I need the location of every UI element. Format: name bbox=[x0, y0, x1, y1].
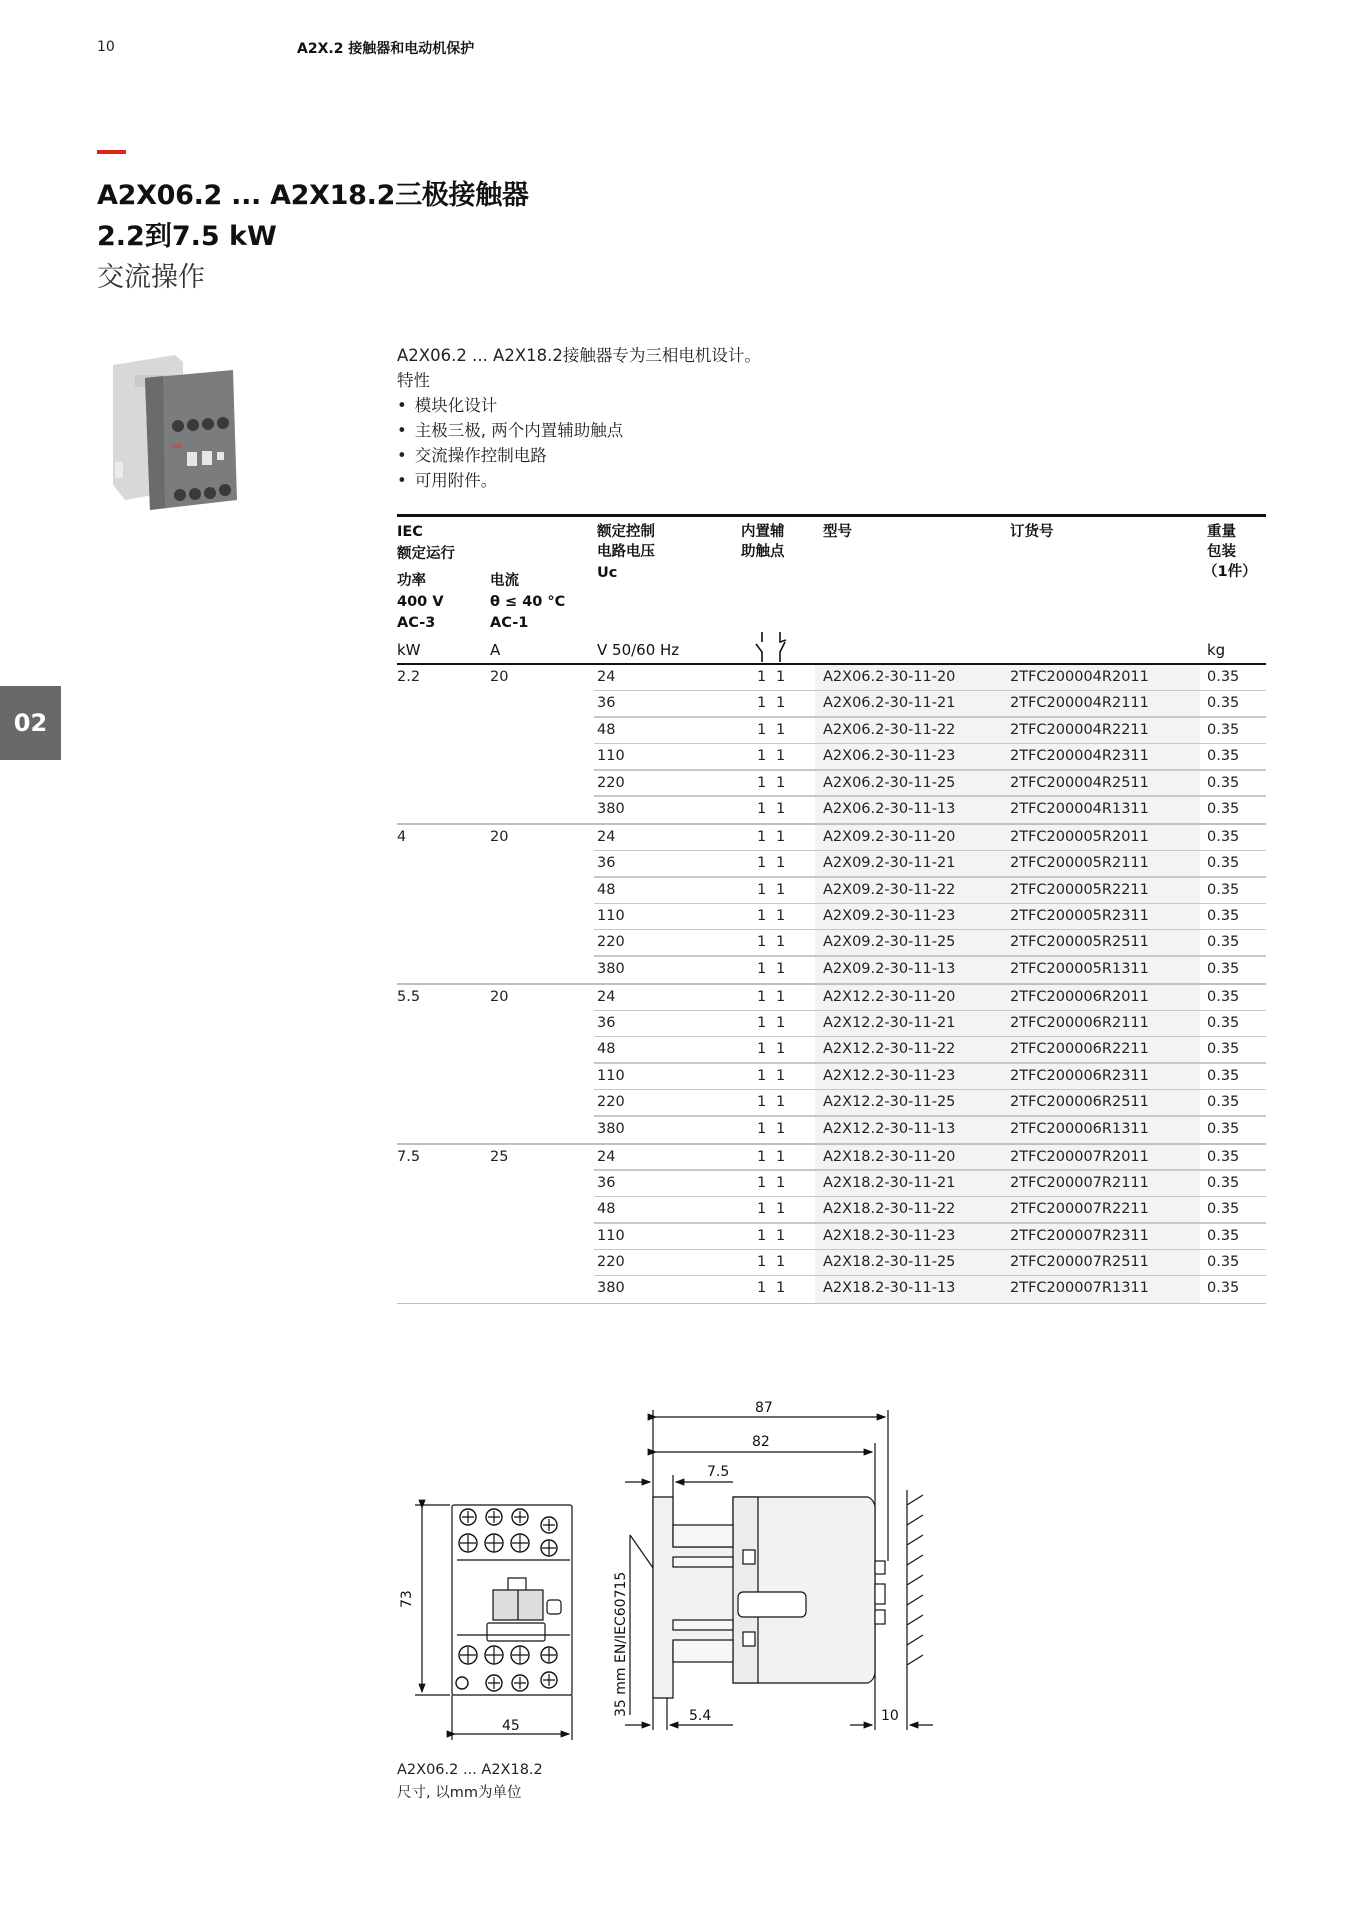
cell-voltage: 48 bbox=[597, 721, 616, 738]
cell-aux-nc: 1 bbox=[776, 1094, 786, 1111]
cell-aux-nc: 1 bbox=[776, 748, 786, 765]
cell-aux-nc: 1 bbox=[776, 1201, 786, 1218]
cell-type: A2X06.2-30-11-23 bbox=[823, 748, 956, 765]
cell-aux-no: 1 bbox=[757, 828, 767, 845]
cell-weight: 0.35 bbox=[1207, 1120, 1240, 1137]
table-row bbox=[397, 1090, 1266, 1116]
cell-weight: 0.35 bbox=[1207, 721, 1240, 738]
front-height-label: 73 bbox=[399, 1590, 415, 1608]
table-row bbox=[397, 1197, 1266, 1223]
cell-order-code: 2TFC200004R2311 bbox=[1010, 748, 1149, 765]
cell-voltage: 380 bbox=[597, 1280, 625, 1297]
cell-aux-no: 1 bbox=[757, 908, 767, 925]
header-aux-2: 助触点 bbox=[741, 544, 785, 560]
cell-order-code: 2TFC200007R2511 bbox=[1010, 1254, 1149, 1271]
cell-type: A2X06.2-30-11-13 bbox=[823, 800, 956, 817]
cell-order-code: 2TFC200007R2111 bbox=[1010, 1174, 1149, 1191]
cell-power: 2.2 bbox=[397, 669, 421, 685]
feature-item: • 模块化设计 bbox=[397, 393, 761, 418]
svg-text:ABB: ABB bbox=[171, 444, 182, 450]
ordering-table bbox=[397, 514, 1266, 1304]
cell-voltage: 220 bbox=[597, 1094, 625, 1111]
page-number: 10 bbox=[97, 39, 115, 55]
header-power-category: AC-3 bbox=[397, 615, 436, 631]
cell-voltage: 36 bbox=[597, 1174, 616, 1191]
cell-aux-no: 1 bbox=[757, 1015, 767, 1032]
cell-weight: 0.35 bbox=[1207, 1015, 1240, 1032]
cell-aux-nc: 1 bbox=[776, 695, 786, 712]
cell-order-code: 2TFC200007R2211 bbox=[1010, 1201, 1149, 1218]
cell-weight: 0.35 bbox=[1207, 1201, 1240, 1218]
caption-models: A2X06.2 ... A2X18.2 bbox=[397, 1762, 543, 1778]
cell-aux-no: 1 bbox=[757, 881, 767, 898]
cell-order-code: 2TFC200005R2511 bbox=[1010, 934, 1149, 951]
body-depth-label: 82 bbox=[752, 1434, 770, 1450]
cell-type: A2X09.2-30-11-22 bbox=[823, 881, 956, 898]
cell-weight: 0.35 bbox=[1207, 1174, 1240, 1191]
caption-units: 尺寸, 以mm为单位 bbox=[397, 1785, 522, 1801]
cell-order-code: 2TFC200005R2211 bbox=[1010, 881, 1149, 898]
cell-order-code: 2TFC200004R1311 bbox=[1010, 800, 1149, 817]
header-current: 电流 bbox=[490, 573, 519, 589]
cell-aux-nc: 1 bbox=[776, 774, 786, 791]
cell-aux-no: 1 bbox=[757, 1120, 767, 1137]
cell-current: 20 bbox=[490, 828, 509, 845]
front-view-drawing bbox=[395, 1490, 585, 1749]
cell-voltage: 36 bbox=[597, 1015, 616, 1032]
cell-voltage: 24 bbox=[597, 1148, 616, 1165]
accent-bar bbox=[97, 150, 126, 154]
feature-item: • 可用附件。 bbox=[397, 468, 761, 493]
cell-weight: 0.35 bbox=[1207, 881, 1240, 898]
cell-type: A2X12.2-30-11-13 bbox=[823, 1120, 956, 1137]
table-row bbox=[397, 1011, 1266, 1037]
table-row bbox=[397, 718, 1266, 744]
cell-weight: 0.35 bbox=[1207, 908, 1240, 925]
cell-aux-no: 1 bbox=[757, 1148, 767, 1165]
cell-weight: 0.35 bbox=[1207, 1067, 1240, 1084]
cell-aux-no: 1 bbox=[757, 855, 767, 872]
header-power: 功率 bbox=[397, 573, 426, 589]
page-title: A2X06.2 ... A2X18.2三极接触器 bbox=[97, 180, 529, 211]
wall-gap-label: 10 bbox=[881, 1708, 899, 1724]
cell-type: A2X18.2-30-11-20 bbox=[823, 1148, 956, 1165]
cell-type: A2X18.2-30-11-25 bbox=[823, 1254, 956, 1271]
cell-power: 5.5 bbox=[397, 988, 421, 1005]
table-row bbox=[397, 744, 1266, 770]
cell-weight: 0.35 bbox=[1207, 774, 1240, 791]
cell-weight: 0.35 bbox=[1207, 1094, 1240, 1111]
table-row bbox=[397, 1276, 1266, 1302]
cell-type: A2X09.2-30-11-23 bbox=[823, 908, 956, 925]
cell-aux-no: 1 bbox=[757, 669, 767, 685]
cell-voltage: 36 bbox=[597, 855, 616, 872]
cell-order-code: 2TFC200006R1311 bbox=[1010, 1120, 1149, 1137]
cell-aux-no: 1 bbox=[757, 1280, 767, 1297]
top-offset-label: 7.5 bbox=[707, 1464, 730, 1480]
table-row bbox=[397, 825, 1266, 851]
cell-power: 4 bbox=[397, 828, 407, 845]
cell-order-code: 2TFC200004R2111 bbox=[1010, 695, 1149, 712]
cell-voltage: 110 bbox=[597, 1067, 625, 1084]
cell-aux-nc: 1 bbox=[776, 988, 786, 1005]
cell-aux-nc: 1 bbox=[776, 1041, 786, 1058]
cell-weight: 0.35 bbox=[1207, 855, 1240, 872]
table-row bbox=[397, 1064, 1266, 1090]
cell-order-code: 2TFC200005R1311 bbox=[1010, 960, 1149, 977]
cell-order-code: 2TFC200004R2511 bbox=[1010, 774, 1149, 791]
cell-aux-no: 1 bbox=[757, 1201, 767, 1218]
cell-aux-no: 1 bbox=[757, 1254, 767, 1271]
cell-weight: 0.35 bbox=[1207, 1041, 1240, 1058]
cell-order-code: 2TFC200004R2011 bbox=[1010, 669, 1149, 685]
unit-current: A bbox=[490, 641, 501, 659]
cell-type: A2X06.2-30-11-20 bbox=[823, 669, 956, 685]
table-row bbox=[397, 985, 1266, 1011]
unit-power: kW bbox=[397, 641, 421, 659]
cell-aux-no: 1 bbox=[757, 934, 767, 951]
cell-type: A2X18.2-30-11-21 bbox=[823, 1174, 956, 1191]
cell-aux-nc: 1 bbox=[776, 1015, 786, 1032]
cell-order-code: 2TFC200005R2311 bbox=[1010, 908, 1149, 925]
cell-type: A2X09.2-30-11-13 bbox=[823, 960, 956, 977]
cell-voltage: 36 bbox=[597, 695, 616, 712]
cell-voltage: 380 bbox=[597, 800, 625, 817]
cell-current: 20 bbox=[490, 988, 509, 1005]
unit-weight: kg bbox=[1207, 641, 1226, 659]
cell-type: A2X12.2-30-11-25 bbox=[823, 1094, 956, 1111]
no-nc-contact-symbol-icon bbox=[754, 630, 794, 666]
table-row bbox=[397, 1171, 1266, 1197]
table-row bbox=[397, 771, 1266, 797]
table-row bbox=[397, 851, 1266, 877]
table-row bbox=[397, 1145, 1266, 1171]
unit-voltage: V 50/60 Hz bbox=[597, 641, 680, 659]
side-view-drawing bbox=[605, 1395, 945, 1744]
header-power-voltage: 400 V bbox=[397, 594, 444, 610]
cell-power: 7.5 bbox=[397, 1148, 421, 1165]
cell-voltage: 380 bbox=[597, 960, 625, 977]
cell-weight: 0.35 bbox=[1207, 960, 1240, 977]
table-row bbox=[397, 797, 1266, 823]
cell-voltage: 48 bbox=[597, 1201, 616, 1218]
table-row bbox=[397, 1037, 1266, 1063]
header-iec: IEC bbox=[397, 524, 423, 540]
header-rated-operation: 额定运行 bbox=[397, 546, 455, 562]
cell-aux-nc: 1 bbox=[776, 1227, 786, 1244]
cell-type: A2X06.2-30-11-21 bbox=[823, 695, 956, 712]
cell-weight: 0.35 bbox=[1207, 800, 1240, 817]
cell-aux-no: 1 bbox=[757, 748, 767, 765]
cell-voltage: 48 bbox=[597, 1041, 616, 1058]
cell-voltage: 110 bbox=[597, 748, 625, 765]
power-group bbox=[397, 985, 1266, 1145]
power-group bbox=[397, 665, 1266, 825]
cell-type: A2X06.2-30-11-25 bbox=[823, 774, 956, 791]
cell-order-code: 2TFC200004R2211 bbox=[1010, 721, 1149, 738]
product-photo bbox=[105, 350, 245, 515]
table-header bbox=[397, 517, 1266, 663]
cell-aux-no: 1 bbox=[757, 721, 767, 738]
features-list bbox=[397, 393, 761, 493]
cell-current: 20 bbox=[490, 669, 509, 685]
chapter-tab[interactable]: 02 bbox=[0, 686, 61, 760]
header-type: 型号 bbox=[823, 524, 852, 540]
cell-weight: 0.35 bbox=[1207, 934, 1240, 951]
drawing-caption bbox=[397, 1759, 543, 1805]
cell-weight: 0.35 bbox=[1207, 669, 1240, 685]
product-description: A2X06.2 ... A2X18.2接触器专为三相电机设计。 bbox=[397, 346, 761, 365]
cell-voltage: 380 bbox=[597, 1120, 625, 1137]
cell-type: A2X18.2-30-11-13 bbox=[823, 1280, 956, 1297]
cell-order-code: 2TFC200007R1311 bbox=[1010, 1280, 1149, 1297]
cell-order-code: 2TFC200006R2311 bbox=[1010, 1067, 1149, 1084]
cell-type: A2X09.2-30-11-21 bbox=[823, 855, 956, 872]
header-weight-1: 重量 bbox=[1207, 524, 1236, 540]
cell-weight: 0.35 bbox=[1207, 695, 1240, 712]
power-group bbox=[397, 825, 1266, 985]
header-control-voltage-3: Uc bbox=[597, 565, 618, 581]
features-heading: 特性 bbox=[397, 371, 430, 390]
header-aux-1: 内置辅 bbox=[741, 524, 785, 540]
operation-subtitle: 交流操作 bbox=[97, 262, 205, 293]
cell-aux-no: 1 bbox=[757, 960, 767, 977]
table-row bbox=[397, 665, 1266, 691]
cell-type: A2X09.2-30-11-20 bbox=[823, 828, 956, 845]
header-current-category: AC-1 bbox=[490, 615, 529, 631]
cell-aux-no: 1 bbox=[757, 1174, 767, 1191]
cell-order-code: 2TFC200006R2511 bbox=[1010, 1094, 1149, 1111]
cell-aux-nc: 1 bbox=[776, 1280, 786, 1297]
cell-type: A2X12.2-30-11-23 bbox=[823, 1067, 956, 1084]
table-row bbox=[397, 1224, 1266, 1250]
bottom-offset-label: 5.4 bbox=[689, 1708, 712, 1724]
cell-aux-no: 1 bbox=[757, 695, 767, 712]
table-row bbox=[397, 957, 1266, 983]
cell-weight: 0.35 bbox=[1207, 1280, 1240, 1297]
cell-aux-nc: 1 bbox=[776, 721, 786, 738]
cell-voltage: 220 bbox=[597, 934, 625, 951]
cell-aux-nc: 1 bbox=[776, 800, 786, 817]
cell-voltage: 24 bbox=[597, 988, 616, 1005]
cell-order-code: 2TFC200007R2311 bbox=[1010, 1227, 1149, 1244]
header-current-temp: θ ≤ 40 °C bbox=[490, 594, 566, 610]
cell-aux-nc: 1 bbox=[776, 1148, 786, 1165]
cell-aux-nc: 1 bbox=[776, 1174, 786, 1191]
table-row bbox=[397, 1250, 1266, 1276]
power-range-title: 2.2到7.5 kW bbox=[97, 221, 277, 252]
cell-weight: 0.35 bbox=[1207, 988, 1240, 1005]
din-rail-label: 35 mm EN/IEC60715 bbox=[613, 1571, 629, 1717]
cell-type: A2X18.2-30-11-23 bbox=[823, 1227, 956, 1244]
header-weight-3: （1件） bbox=[1203, 564, 1257, 580]
cell-order-code: 2TFC200007R2011 bbox=[1010, 1148, 1149, 1165]
cell-aux-no: 1 bbox=[757, 1067, 767, 1084]
cell-type: A2X12.2-30-11-22 bbox=[823, 1041, 956, 1058]
intro-block bbox=[397, 343, 761, 493]
cell-weight: 0.35 bbox=[1207, 1227, 1240, 1244]
header-control-voltage-1: 额定控制 bbox=[597, 524, 655, 540]
cell-order-code: 2TFC200006R2111 bbox=[1010, 1015, 1149, 1032]
cell-order-code: 2TFC200005R2011 bbox=[1010, 828, 1149, 845]
cell-aux-no: 1 bbox=[757, 1227, 767, 1244]
cell-order-code: 2TFC200006R2011 bbox=[1010, 988, 1149, 1005]
table-row bbox=[397, 930, 1266, 956]
table-row bbox=[397, 691, 1266, 717]
cell-type: A2X12.2-30-11-21 bbox=[823, 1015, 956, 1032]
cell-weight: 0.35 bbox=[1207, 1148, 1240, 1165]
table-row bbox=[397, 1117, 1266, 1143]
cell-aux-nc: 1 bbox=[776, 1120, 786, 1137]
cell-type: A2X18.2-30-11-22 bbox=[823, 1201, 956, 1218]
cell-weight: 0.35 bbox=[1207, 1254, 1240, 1271]
cell-aux-nc: 1 bbox=[776, 934, 786, 951]
cell-voltage: 24 bbox=[597, 669, 616, 685]
cell-aux-no: 1 bbox=[757, 1094, 767, 1111]
header-control-voltage-2: 电路电压 bbox=[597, 544, 655, 560]
front-width-label: 45 bbox=[502, 1718, 520, 1734]
cell-current: 25 bbox=[490, 1148, 509, 1165]
cell-aux-no: 1 bbox=[757, 774, 767, 791]
cell-aux-nc: 1 bbox=[776, 908, 786, 925]
total-depth-label: 87 bbox=[755, 1400, 773, 1416]
cell-voltage: 220 bbox=[597, 774, 625, 791]
running-title: A2X.2 接触器和电动机保护 bbox=[297, 41, 475, 57]
cell-aux-nc: 1 bbox=[776, 855, 786, 872]
cell-type: A2X12.2-30-11-20 bbox=[823, 988, 956, 1005]
cell-aux-no: 1 bbox=[757, 988, 767, 1005]
cell-aux-nc: 1 bbox=[776, 1254, 786, 1271]
cell-aux-no: 1 bbox=[757, 800, 767, 817]
feature-item: • 交流操作控制电路 bbox=[397, 443, 761, 468]
cell-voltage: 110 bbox=[597, 1227, 625, 1244]
feature-item: • 主极三极, 两个内置辅助触点 bbox=[397, 418, 761, 443]
cell-order-code: 2TFC200006R2211 bbox=[1010, 1041, 1149, 1058]
cell-aux-nc: 1 bbox=[776, 960, 786, 977]
cell-aux-nc: 1 bbox=[776, 669, 786, 685]
power-group bbox=[397, 1145, 1266, 1305]
cell-voltage: 24 bbox=[597, 828, 616, 845]
cell-voltage: 220 bbox=[597, 1254, 625, 1271]
cell-weight: 0.35 bbox=[1207, 828, 1240, 845]
table-row bbox=[397, 904, 1266, 930]
cell-aux-nc: 1 bbox=[776, 1067, 786, 1084]
header-order-code: 订货号 bbox=[1010, 524, 1054, 540]
cell-aux-nc: 1 bbox=[776, 881, 786, 898]
cell-order-code: 2TFC200005R2111 bbox=[1010, 855, 1149, 872]
cell-aux-no: 1 bbox=[757, 1041, 767, 1058]
cell-type: A2X06.2-30-11-22 bbox=[823, 721, 956, 738]
header-weight-2: 包装 bbox=[1207, 544, 1236, 560]
cell-voltage: 110 bbox=[597, 908, 625, 925]
cell-aux-nc: 1 bbox=[776, 828, 786, 845]
table-row bbox=[397, 878, 1266, 904]
cell-weight: 0.35 bbox=[1207, 748, 1240, 765]
cell-type: A2X09.2-30-11-25 bbox=[823, 934, 956, 951]
cell-voltage: 48 bbox=[597, 881, 616, 898]
